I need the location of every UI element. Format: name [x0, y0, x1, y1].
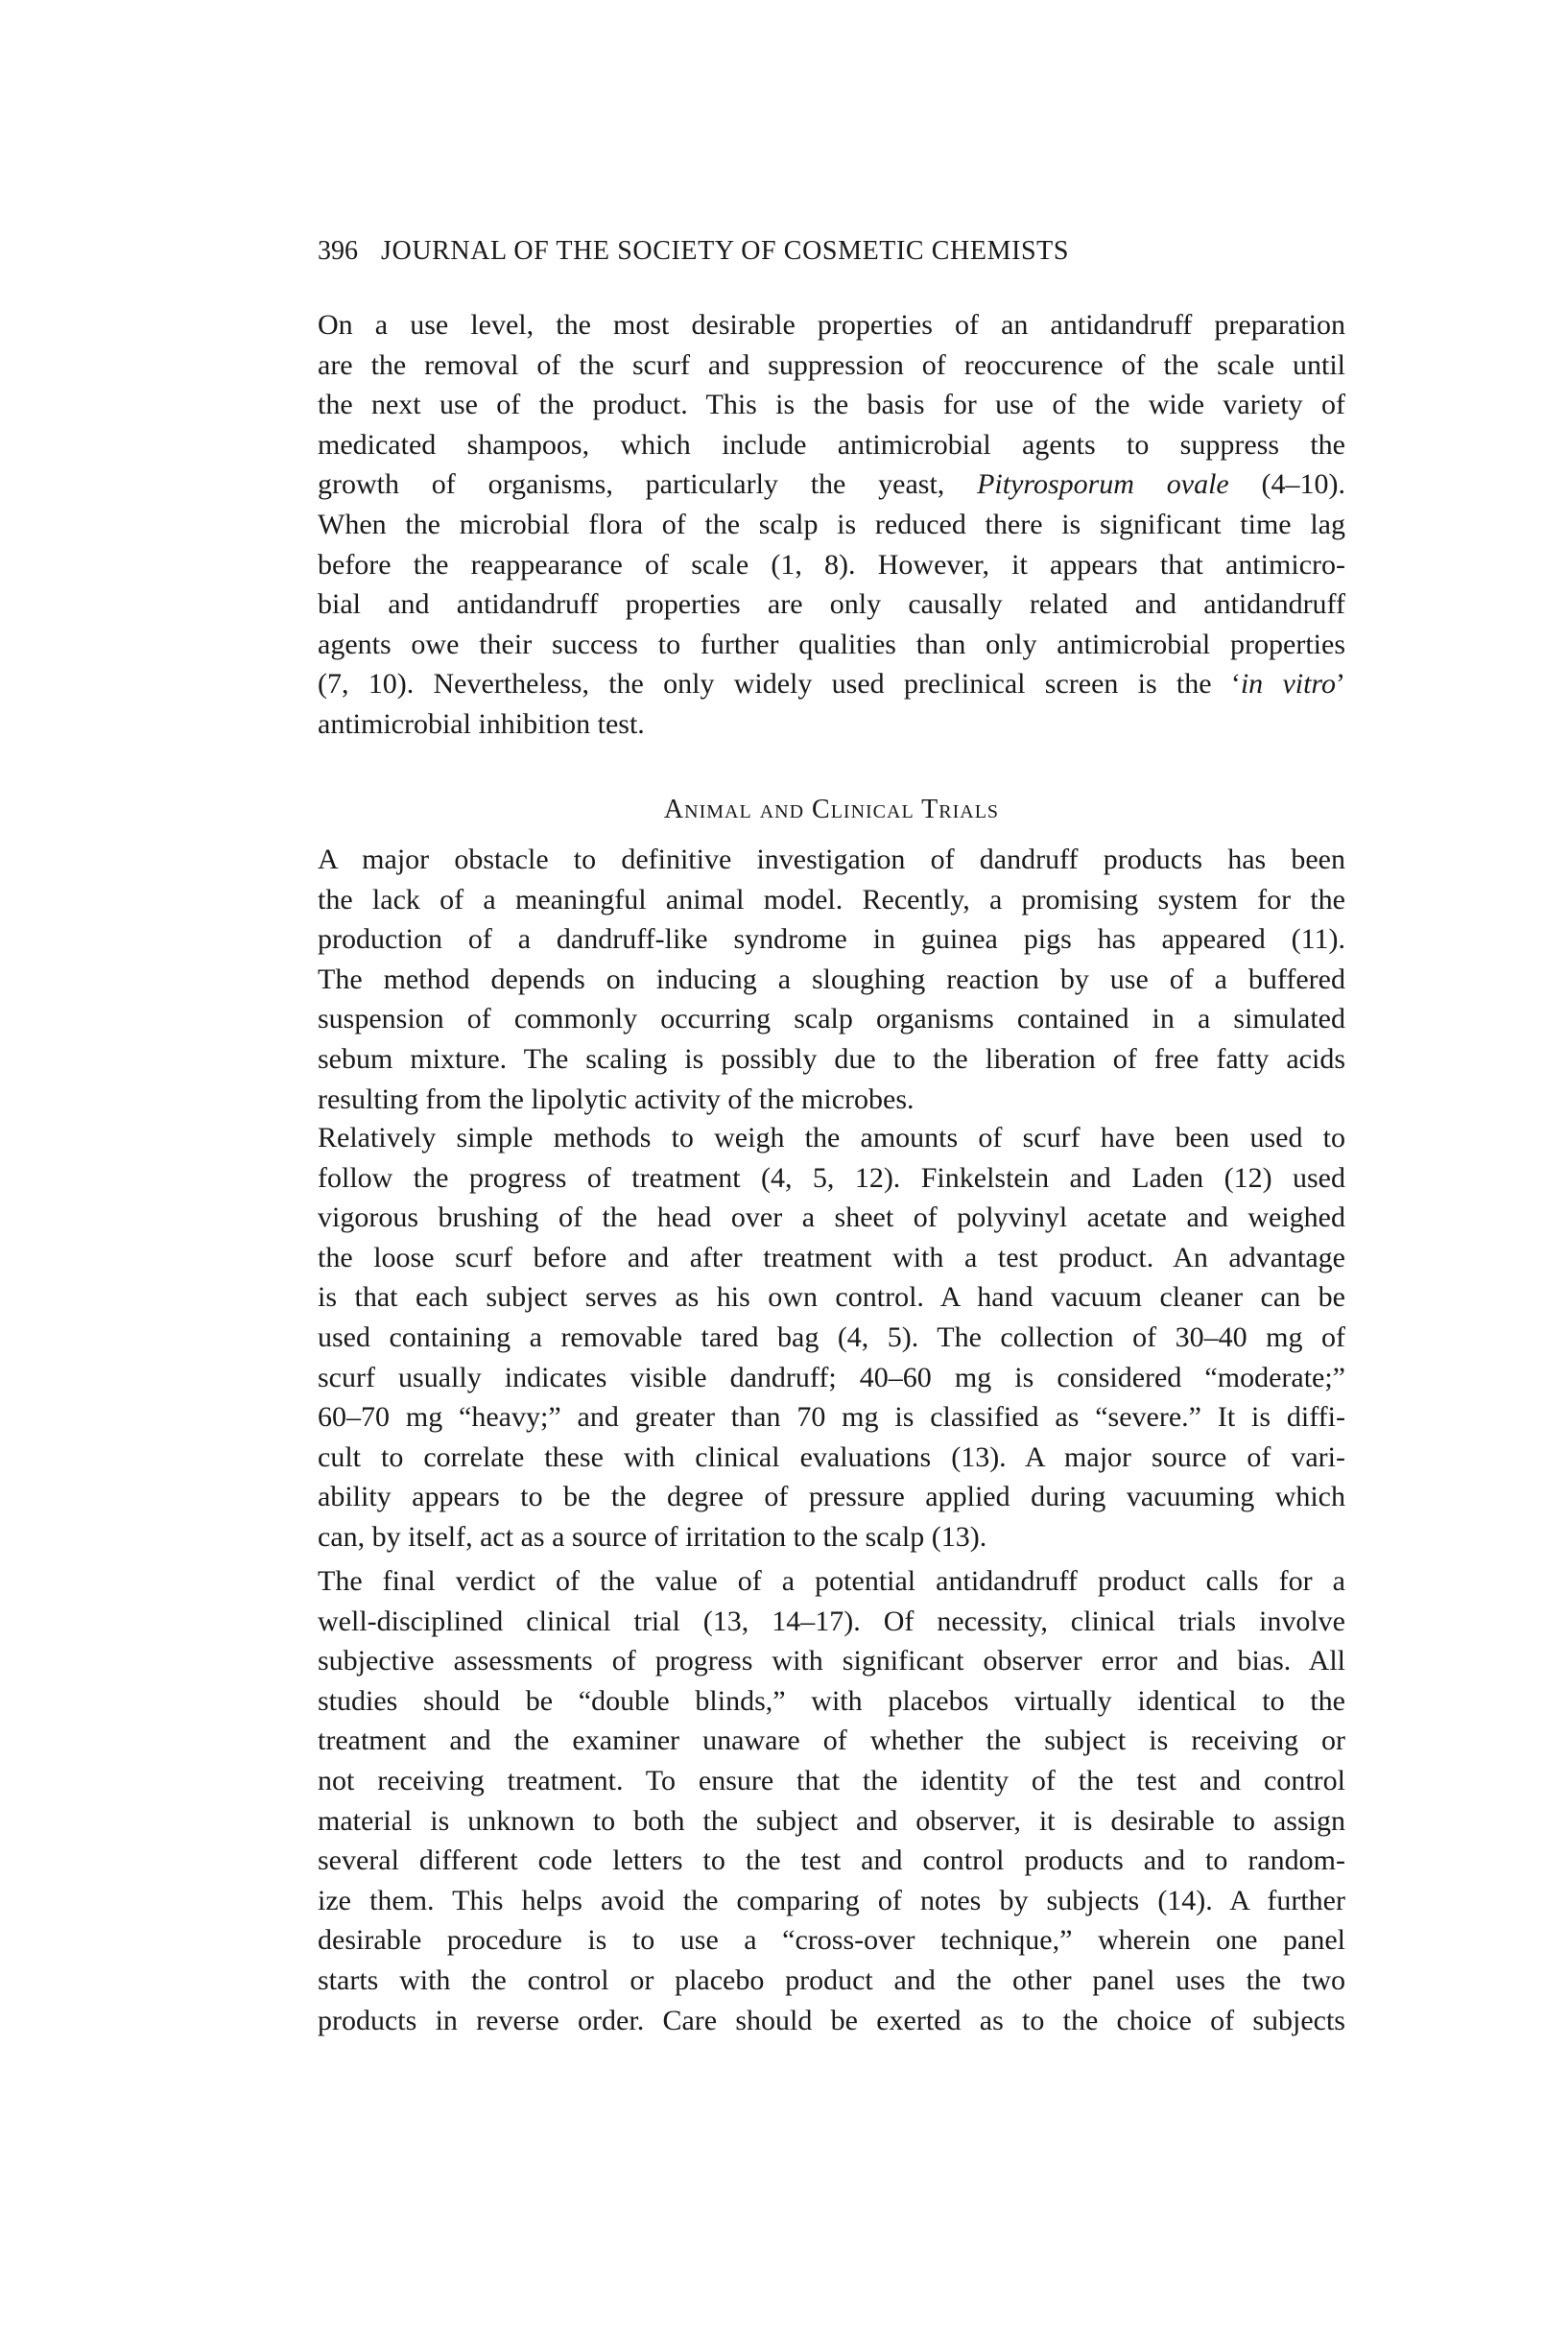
- text-line: treatment and the examiner unaware of whether the subject is receiving or: [318, 1724, 1345, 1757]
- text-line: used containing a removable tared bag (4, 5). The collection of 30–40 mg of: [318, 1320, 1345, 1353]
- text-line: follow the progress of treatment (4, 5, 12). Finkelstein and Laden (12) used: [318, 1161, 1345, 1194]
- text-line: suspension of commonly occurring scalp organisms contained in a simulated: [318, 1003, 1345, 1035]
- text-line: studies should be “double blinds,” with placebos virtually identical to the: [318, 1684, 1345, 1717]
- text-line: cult to correlate these with clinical evaluations (13). A major source of vari-: [318, 1440, 1345, 1473]
- text-line: A major obstacle to definitive investigation of dandruff products has been: [318, 844, 1345, 875]
- text-line: resulting from the lipolytic activity of the microbes.: [318, 1082, 915, 1115]
- text-segment: growth of organisms, particularly the yeast,: [318, 468, 978, 501]
- text-line: The final verdict of the value of a potential antidandruff product calls for a: [318, 1565, 1345, 1597]
- text-line: ize them. This helps avoid the comparing of notes by subjects (14). A further: [318, 1884, 1345, 1916]
- text-segment: (7, 10). Nevertheless, the only widely used preclinical screen is the ‘: [318, 668, 1241, 701]
- text-line: production of a dandruff-like syndrome in guinea pigs has appeared (11).: [318, 923, 1345, 956]
- text-line: the lack of a meaningful animal model. Recently, a promising system for the: [318, 883, 1345, 916]
- text-line: subjective assessments of progress with significant observer error and bias. All: [318, 1645, 1345, 1677]
- text-segment: (4–10).: [1228, 468, 1346, 501]
- text-line: Relatively simple methods to weigh the amounts of scurf have been used to: [318, 1122, 1345, 1154]
- text-line: is that each subject serves as his own control. A hand vacuum cleaner can be: [318, 1281, 1345, 1314]
- text-line: antimicrobial inhibition test.: [318, 707, 645, 740]
- text-line: [318, 664, 1345, 704]
- paragraph-clinical-trials: [318, 1561, 1345, 2040]
- text-line: [318, 464, 1345, 505]
- text-line: sebum mixture. The scaling is possibly due to the liberation of free fatty acids: [318, 1042, 1345, 1075]
- text-line: medicated shampoos, which include antimicrobial agents to suppress the: [318, 428, 1345, 461]
- text-line: the next use of the product. This is the basis for use of the wide variety of: [318, 389, 1345, 421]
- page-number: 396: [318, 236, 358, 266]
- text-segment: ’: [1336, 668, 1345, 701]
- text-line: vigorous brushing of the head over a sheet of polyvinyl acetate and weighed: [318, 1201, 1345, 1234]
- section-heading: Animal and Clinical Trials: [663, 795, 1000, 824]
- text-line: starts with the control or placebo product and the other panel uses the two: [318, 1963, 1345, 1996]
- italic-text: Pityrosporum ovale: [977, 468, 1229, 501]
- journal-title: JOURNAL OF THE SOCIETY OF COSMETIC CHEMISTS: [381, 236, 1070, 266]
- text-line: products in reverse order. Care should be exerted as to the choice of subjects: [318, 2004, 1345, 2036]
- text-line: scurf usually indicates visible dandruff; 40–60 mg is considered “moderate;”: [318, 1361, 1345, 1393]
- text-line: ability appears to be the degree of pressure applied during vacuuming which: [318, 1481, 1345, 1513]
- paragraph-antidandruff-properties: [318, 305, 1345, 745]
- running-header: [318, 232, 1069, 271]
- italic-text: in vitro: [1240, 668, 1336, 701]
- text-line: before the reappearance of scale (1, 8). However, it appears that antimicro-: [318, 548, 1345, 581]
- text-line: When the microbial flora of the scalp is reduced there is significant time lag: [318, 508, 1345, 540]
- paragraph-scurf-weighing: [318, 1118, 1345, 1558]
- text-line: several different code letters to the test and control products and to random-: [318, 1844, 1345, 1877]
- text-line: bial and antidandruff properties are only causally related and antidandruff: [318, 588, 1345, 621]
- text-line: desirable procedure is to use a “cross-over technique,” wherein one panel: [318, 1924, 1345, 1957]
- text-line: The method depends on inducing a sloughing reaction by use of a buffered: [318, 963, 1345, 995]
- text-line: material is unknown to both the subject and observer, it is desirable to assign: [318, 1804, 1345, 1837]
- text-line: 60–70 mg “heavy;” and greater than 70 mg is classified as “severe.” It is diffi-: [318, 1401, 1345, 1434]
- text-line: are the removal of the scurf and suppression of reoccurence of the scale until: [318, 348, 1345, 381]
- text-line: not receiving treatment. To ensure that the identity of the test and control: [318, 1764, 1345, 1796]
- text-line: can, by itself, act as a source of irritation to the scalp (13).: [318, 1520, 987, 1553]
- text-line: On a use level, the most desirable properties of an antidandruff preparation: [318, 309, 1345, 341]
- text-line: the loose scurf before and after treatment with a test product. An advantage: [318, 1241, 1345, 1273]
- text-line: agents owe their success to further qualities than only antimicrobial properties: [318, 628, 1345, 660]
- paragraph-animal-model: [318, 840, 1345, 1119]
- text-line: well-disciplined clinical trial (13, 14–17). Of necessity, clinical trials involve: [318, 1605, 1345, 1637]
